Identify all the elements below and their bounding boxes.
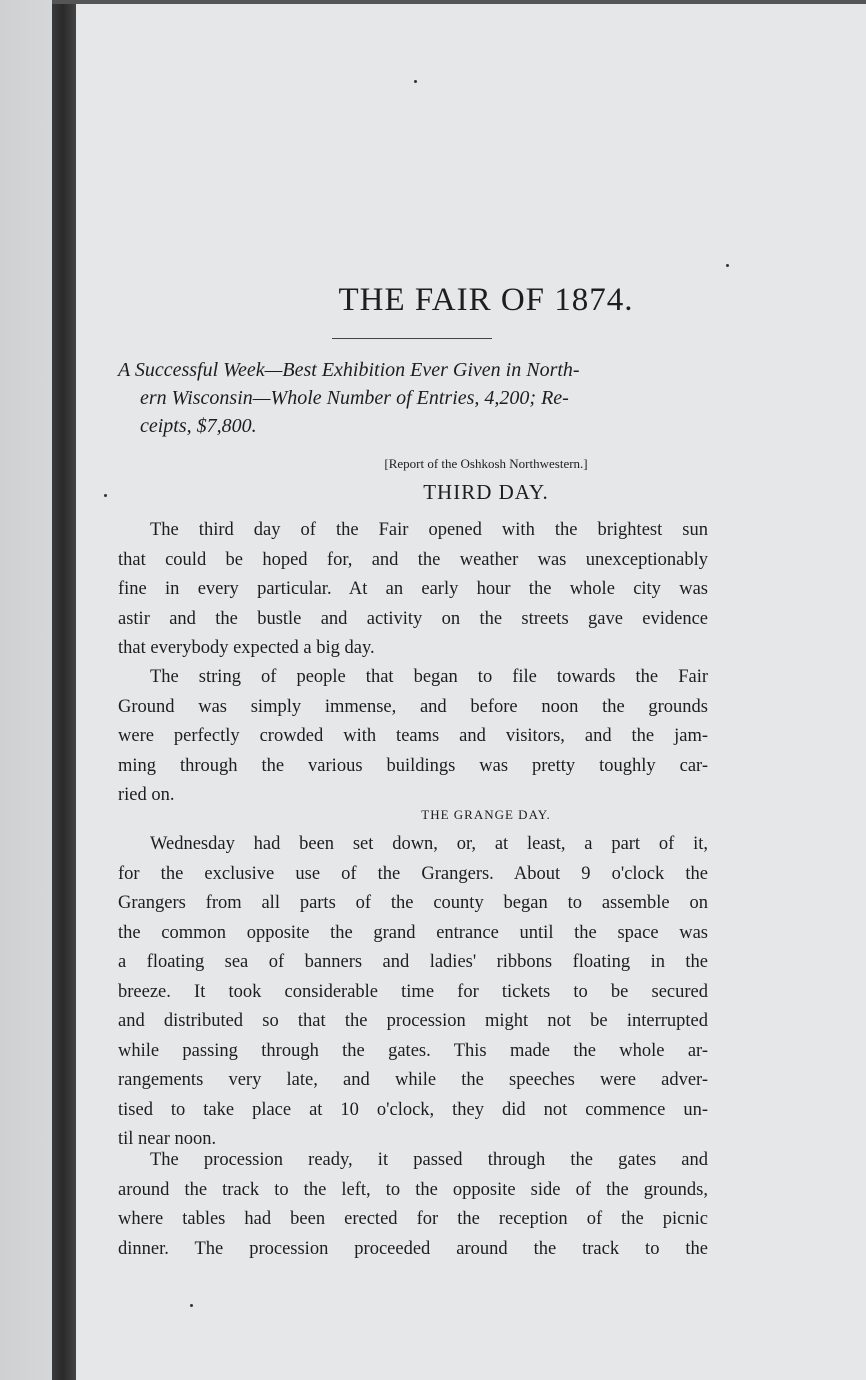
print-speck	[726, 264, 729, 267]
book-page	[76, 4, 866, 1380]
section-heading: THIRD DAY.	[423, 480, 549, 504]
paragraph	[118, 516, 708, 664]
subtitle-line: ern Wisconsin—Whole Number of Entries, 4,200; Re-	[140, 387, 569, 409]
subtitle-line: ceipts, $7,800.	[140, 415, 257, 437]
paragraph	[118, 830, 708, 1155]
paragraph	[118, 663, 708, 811]
print-speck	[104, 494, 107, 497]
text-line: the common opposite the grand entrance until the space was	[118, 922, 708, 943]
text-line: The string of people that began to file towards the Fair	[150, 667, 708, 687]
print-speck	[414, 80, 417, 83]
text-line: ried on.	[118, 785, 175, 805]
text-line: Ground was simply immense, and before noon the grounds	[118, 696, 708, 717]
subtitle	[118, 356, 708, 440]
book-spine	[52, 4, 76, 1380]
print-speck	[190, 1304, 193, 1307]
text-line: that everybody expected a big day.	[118, 638, 375, 658]
text-line: while passing through the gates. This made the whole ar-	[118, 1040, 708, 1061]
title-rule	[332, 338, 492, 339]
text-line: and distributed so that the procession might not be interrupted	[118, 1011, 708, 1031]
text-line: where tables had been erected for the reception of the picnic	[118, 1209, 708, 1229]
text-line: breeze. It took considerable time for tickets to be secured	[118, 981, 708, 1002]
text-line: a floating sea of banners and ladies' ribbons floating in the	[118, 952, 708, 972]
text-line: were perfectly crowded with teams and visitors, and the jam-	[118, 726, 708, 746]
paragraph	[118, 1146, 708, 1264]
text-line: The third day of the Fair opened with the brightest sun	[150, 520, 708, 540]
text-line: Wednesday had been set down, or, at least, a part of it,	[150, 834, 708, 854]
text-line: Grangers from all parts of the county began to assemble on	[118, 893, 708, 913]
source-note: [Report of the Oshkosh Northwestern.]	[384, 456, 588, 471]
subheading: THE GRANGE DAY.	[421, 807, 551, 822]
text-line: astir and the bustle and activity on the streets gave evidence	[118, 608, 708, 629]
page-title: THE FAIR OF 1874.	[338, 282, 634, 318]
subtitle-line: A Successful Week—Best Exhibition Ever Given in North-	[118, 359, 580, 381]
text-line: around the track to the left, to the opposite side of the grounds,	[118, 1179, 708, 1200]
text-line: ming through the various buildings was pretty toughly car-	[118, 755, 708, 776]
scan-margin	[0, 0, 52, 1380]
text-line: fine in every particular. At an early hour the whole city was	[118, 579, 708, 599]
text-line: The procession ready, it passed through the gates and	[150, 1150, 708, 1170]
text-line: dinner. The procession proceeded around the track to the	[118, 1238, 708, 1259]
text-line: til near noon.	[118, 1129, 217, 1149]
text-line: tised to take place at 10 o'clock, they did not commence un-	[118, 1099, 708, 1120]
text-line: for the exclusive use of the Grangers. About 9 o'clock the	[118, 863, 708, 884]
text-line: that could be hoped for, and the weather was unexceptionably	[118, 549, 708, 570]
text-line: rangements very late, and while the speeches were adver-	[118, 1070, 708, 1090]
